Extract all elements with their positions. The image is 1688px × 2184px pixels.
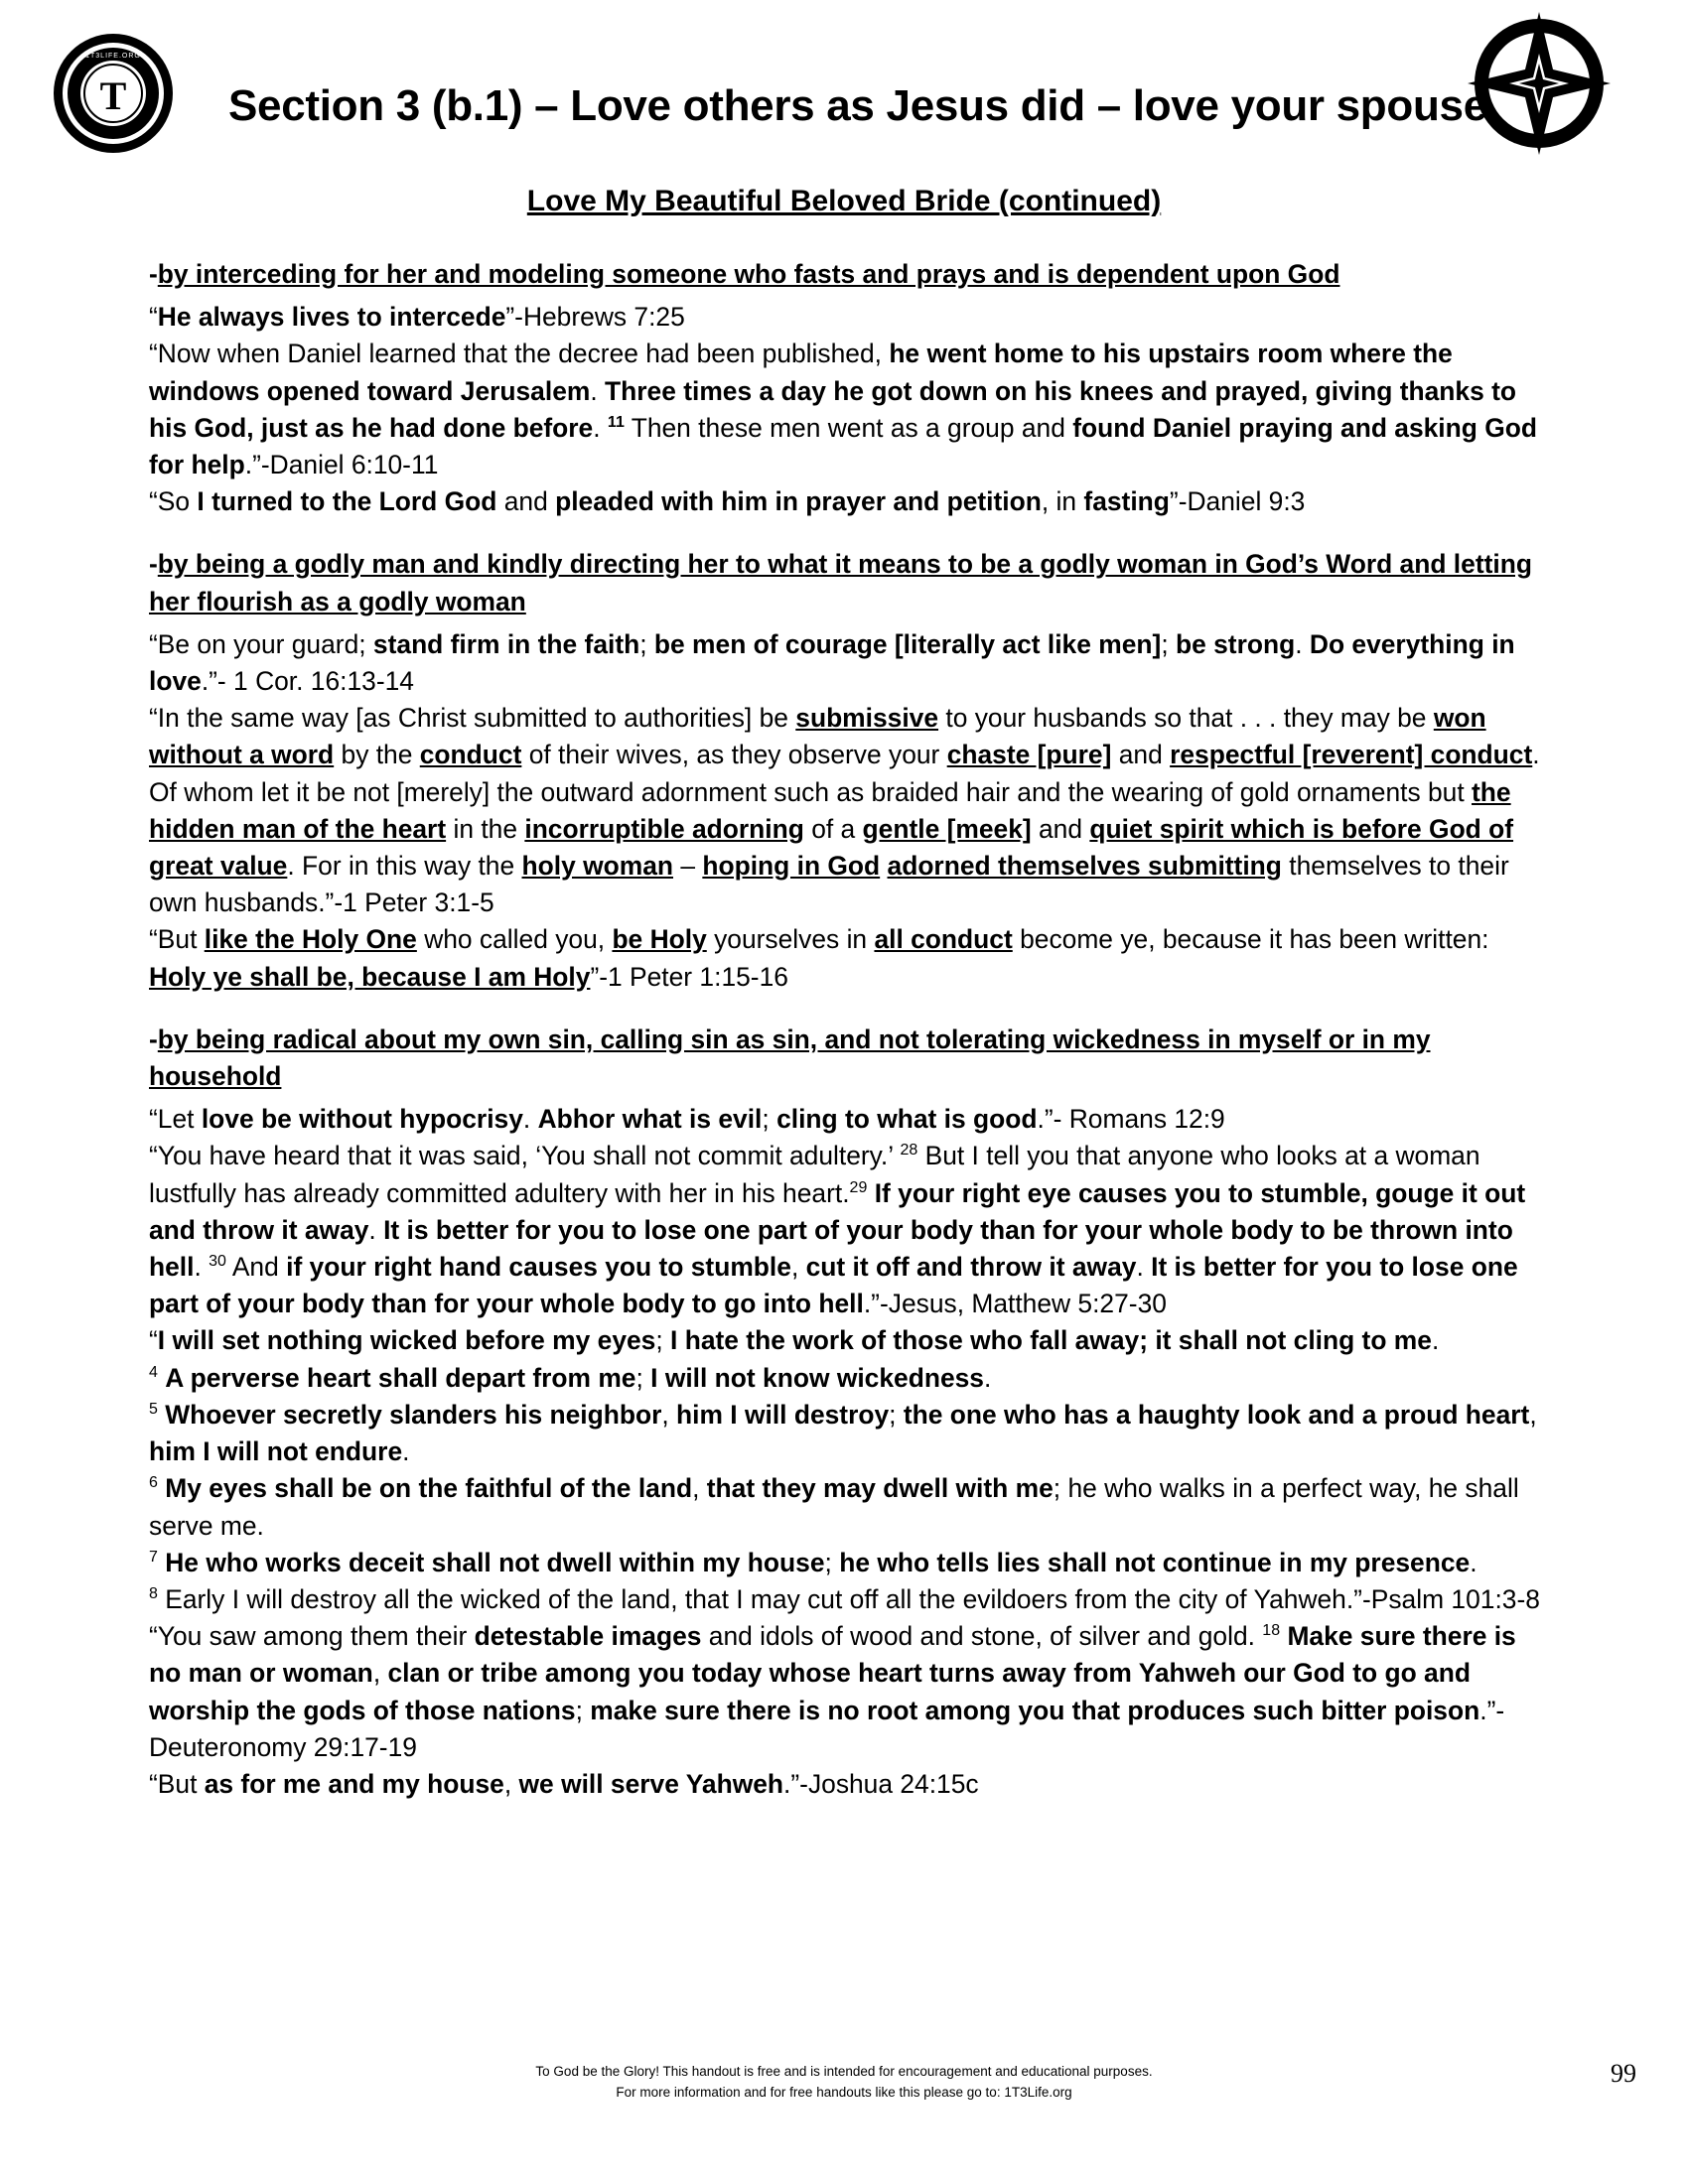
verse-number: 30 — [209, 1253, 226, 1271]
emphasis-underlined-text: gentle [meek] — [862, 813, 1032, 844]
heading-text: by being radical about my own sin, calling sin as sin, and not tolerating wickedness in myself or in my household — [149, 1024, 1431, 1092]
text-run: “In the same way [as Christ submitted to authorities] be — [149, 703, 796, 734]
emphasis-text: If your right eye causes you to stumble, gouge it out and throw it away — [149, 1177, 1526, 1245]
section-gap — [149, 996, 1549, 1022]
emphasis-underlined-text: adorned themselves submitting — [887, 851, 1282, 882]
emphasis-text: be men of courage [literally act like men] — [653, 628, 1162, 659]
t3-logo-icon — [52, 32, 175, 155]
text-run: ; — [762, 1104, 777, 1135]
text-run: “So — [149, 486, 198, 517]
text-run: to your husbands so that . . . they may be — [938, 703, 1434, 734]
text-run: ”-Hebrews 7:25 — [505, 302, 685, 333]
emphasis-text: I hate the work of those who fall away; it shall not cling to me — [670, 1325, 1432, 1356]
emphasis-text: he went home to his upstairs room where the windows opened toward Jerusalem — [149, 339, 1453, 406]
scripture-paragraph — [149, 1766, 1549, 1803]
text-run: “Be on your guard; — [149, 628, 373, 659]
text-run: But I tell you that anyone who looks at a woman lustfully has already committed adultery with her in his heart. — [149, 1141, 1480, 1208]
text-run: .”- Romans 12:9 — [1037, 1104, 1225, 1135]
text-run: . — [402, 1436, 410, 1467]
text-run: Then these men went as a group and — [624, 412, 1073, 443]
text-run: .”-Joshua 24:15c — [783, 1768, 979, 1799]
text-run: and — [1031, 813, 1090, 844]
section-heading — [149, 546, 1549, 619]
text-run: . — [1136, 1252, 1152, 1283]
verse-number: 7 — [149, 1548, 158, 1566]
text-run: and — [1111, 740, 1171, 770]
emphasis-text: him I will destroy — [676, 1399, 890, 1430]
text-run: “Now when Daniel learned that the decree had been published, — [149, 339, 890, 369]
text-run: yourselves in — [706, 924, 875, 955]
emphasis-text: that they may dwell with me — [706, 1473, 1054, 1504]
scripture-paragraph — [149, 626, 1549, 700]
heading-text: by interceding for her and modeling someone who fasts and prays and is dependent upon God — [157, 259, 1340, 289]
text-run: by the — [334, 740, 420, 770]
emphasis-text: cling to what is good — [776, 1104, 1038, 1135]
text-run: ; — [889, 1399, 904, 1430]
emphasis-text: if your right hand causes you to stumble — [286, 1252, 791, 1283]
text-run: . For in this way the — [287, 851, 522, 882]
emphasis-text: It is better for you to lose one part of your body than for your whole body to go into hell — [149, 1252, 1518, 1319]
emphasis-text: make sure there is no root among you that produces such bitter poison — [590, 1695, 1480, 1725]
emphasis-text: we will serve Yahweh — [518, 1768, 784, 1799]
text-run: of a — [803, 813, 863, 844]
text-run: , in — [1041, 486, 1084, 517]
emphasis-underlined-text: the hidden man of the heart — [149, 776, 1511, 844]
text-run: ; — [635, 1362, 651, 1393]
emphasis-text: be strong — [1175, 628, 1296, 659]
page-number: 99 — [1611, 2059, 1636, 2088]
logo-ring-text: 1T3LIFE.ORG — [85, 53, 141, 60]
emphasis-text: clan or tribe among you today whose heart turns away from Yahweh our God to go and worship the gods of those nations — [149, 1658, 1471, 1725]
text-run: . Of whom let it be not [merely] the outward adornment such as braided hair and the wearing of gold ornaments but — [149, 740, 1540, 807]
text-run: who called you, — [416, 924, 613, 955]
page-title: Section 3 (b.1) – Love others as Jesus did – love your spouse — [228, 81, 1487, 130]
emphasis-text: he who tells lies shall not continue in my presence — [839, 1547, 1471, 1577]
text-run: , — [372, 1658, 388, 1689]
emphasis-underlined-text: be Holy — [612, 924, 707, 955]
text-run: ; — [1161, 628, 1176, 659]
text-run: . — [1295, 628, 1310, 659]
verse-number: 11 — [607, 414, 625, 432]
scripture-paragraph — [149, 1138, 1549, 1322]
emphasis-text: Whoever secretly slanders his neighbor — [165, 1399, 662, 1430]
text-run: , — [661, 1399, 677, 1430]
emphasis-underlined-text: submissive — [795, 703, 939, 734]
text-run: – — [673, 851, 703, 882]
text-run: .”-Daniel 6:10-11 — [244, 450, 439, 480]
text-run: Early I will destroy all the wicked of the land, that I may cut off all the evildoers from the city of Yahweh.”-Psalm 101:3-8 — [157, 1583, 1540, 1614]
emphasis-text: the one who has a haughty look and a proud heart — [903, 1399, 1530, 1430]
emphasis-text: I turned to the Lord God — [197, 486, 497, 517]
text-run: of their wives, as they observe your — [521, 740, 947, 770]
section-subtitle: Love My Beautiful Beloved Bride (continued) — [526, 185, 1162, 217]
text-run: . — [522, 1104, 538, 1135]
verse-number: 4 — [149, 1363, 158, 1381]
verse-number: 8 — [149, 1585, 158, 1603]
section-heading — [149, 1022, 1549, 1095]
section-gap — [149, 520, 1549, 546]
text-run: and — [496, 486, 556, 517]
emphasis-text: found Daniel praying and asking God for help — [149, 412, 1537, 480]
emphasis-text: Make sure there is no man or woman — [149, 1621, 1516, 1689]
logo-letter: T — [99, 73, 127, 118]
text-run: , — [790, 1252, 806, 1283]
scripture-paragraph — [149, 299, 1549, 336]
scripture-paragraph — [149, 1470, 1549, 1544]
text-run: themselves to their own husbands.”-1 Peter 3:1-5 — [149, 851, 1509, 918]
scripture-paragraph — [149, 1360, 1549, 1397]
text-run: . — [368, 1214, 384, 1245]
scripture-paragraph — [149, 1618, 1549, 1766]
emphasis-underlined-text: hoping in God — [702, 851, 881, 882]
emphasis-underlined-text: all conduct — [874, 924, 1013, 955]
emphasis-underlined-text: holy woman — [521, 851, 673, 882]
text-run: . — [590, 375, 606, 406]
text-run: “You saw among them their — [149, 1621, 475, 1652]
emphasis-text: Do everything in love — [149, 628, 1515, 697]
text-run: ; — [655, 1325, 671, 1356]
verse-number: 5 — [149, 1401, 158, 1419]
emphasis-underlined-text: won without a word — [149, 703, 1486, 770]
text-run: .”-Jesus, Matthew 5:27-30 — [863, 1289, 1167, 1319]
scripture-paragraph — [149, 1545, 1549, 1581]
verse-number: 28 — [900, 1142, 918, 1160]
emphasis-underlined-text: conduct — [419, 740, 522, 770]
scripture-paragraph — [149, 336, 1549, 483]
verse-number: 29 — [849, 1178, 868, 1196]
text-run: . — [593, 412, 608, 443]
emphasis-text: It is better for you to lose one part of your body than for your whole body to be thrown into hell — [149, 1214, 1513, 1283]
footer-line-2: For more information and for free handouts like this please go to: 1T3Life.org — [616, 2085, 1072, 2100]
emphasis-text: He who works deceit shall not dwell within my house — [165, 1547, 825, 1577]
text-run: “But — [149, 1768, 205, 1799]
emphasis-text: A perverse heart shall depart from me — [165, 1362, 636, 1393]
text-run: . — [983, 1362, 992, 1393]
verse-number: 18 — [1262, 1622, 1281, 1640]
scripture-paragraph — [149, 1581, 1549, 1618]
text-run: .”- 1 Cor. 16:13-14 — [201, 666, 414, 697]
compass-star-icon — [1466, 10, 1613, 157]
emphasis-text: Abhor what is evil — [537, 1104, 763, 1135]
text-run — [880, 851, 887, 881]
text-run: . — [1470, 1547, 1477, 1577]
text-run: ; — [639, 628, 654, 659]
scripture-paragraph — [149, 1322, 1549, 1359]
text-run — [867, 1178, 874, 1208]
emphasis-text: Three times a day he got down on his knees and prayed, giving thanks to his God, just as he had done before — [149, 375, 1517, 443]
emphasis-text: stand firm in the faith — [372, 628, 640, 659]
emphasis-underlined-text: quiet spirit which is before God of great value — [149, 813, 1514, 882]
main-content — [149, 256, 1549, 1803]
heading-dash: - — [149, 1024, 158, 1054]
text-run: ”-1 Peter 1:15-16 — [590, 961, 788, 992]
emphasis-underlined-text: Holy ye shall be, because I am Holy — [149, 961, 591, 992]
text-run: ; — [824, 1547, 840, 1577]
footer-line-1: To God be the Glory! This handout is free and is intended for encouragement and educational purposes. — [535, 2064, 1153, 2079]
text-run: become ye, because it has been written: — [1012, 924, 1489, 955]
emphasis-text: He always lives to intercede — [157, 302, 506, 333]
text-run: ; — [575, 1695, 591, 1725]
text-run: ”-Daniel 9:3 — [1169, 486, 1306, 517]
text-run: in the — [446, 813, 525, 844]
emphasis-text: love be without hypocrisy — [201, 1104, 523, 1135]
text-run: “ — [149, 1325, 158, 1356]
verse-number: 6 — [149, 1474, 158, 1492]
heading-text: by being a godly man and kindly directing her to what it means to be a godly woman in God’s Word and letting her flourish as a godly woman — [149, 549, 1532, 616]
footer — [0, 2061, 1688, 2103]
emphasis-underlined-text: respectful [reverent] conduct — [1170, 740, 1533, 770]
emphasis-text: cut it off and throw it away — [805, 1252, 1137, 1283]
heading-dash: - — [149, 259, 158, 289]
scripture-paragraph — [149, 483, 1549, 520]
emphasis-text: fasting — [1083, 486, 1170, 517]
emphasis-text: him I will not endure — [149, 1436, 403, 1467]
emphasis-text: I will set nothing wicked before my eyes — [157, 1325, 656, 1356]
text-run: “You have heard that it was said, ‘You shall not commit adultery.’ — [149, 1141, 901, 1171]
text-run: and idols of wood and stone, of silver and gold. — [701, 1621, 1263, 1652]
scripture-paragraph — [149, 1397, 1549, 1470]
emphasis-underlined-text: incorruptible adorning — [524, 813, 804, 844]
heading-dash: - — [149, 549, 158, 580]
emphasis-text: My eyes shall be on the faithful of the land — [165, 1473, 693, 1504]
scripture-paragraph — [149, 921, 1549, 995]
emphasis-underlined-text: chaste [pure] — [946, 740, 1112, 770]
emphasis-underlined-text: like the Holy One — [204, 924, 417, 955]
scripture-paragraph — [149, 700, 1549, 921]
text-run: . — [1431, 1325, 1440, 1356]
text-run: . — [194, 1252, 210, 1283]
text-run: , — [503, 1768, 519, 1799]
emphasis-text: as for me and my house — [204, 1768, 504, 1799]
scripture-paragraph — [149, 1101, 1549, 1138]
section-heading — [149, 256, 1549, 293]
text-run: .”-Deuteronomy 29:17-19 — [149, 1695, 1505, 1762]
emphasis-text: pleaded with him in prayer and petition — [555, 486, 1042, 517]
text-run: And — [225, 1252, 287, 1283]
text-run: “But — [149, 924, 205, 955]
text-run: , — [1529, 1399, 1537, 1430]
text-run: , — [692, 1473, 707, 1504]
text-run: “ — [149, 302, 158, 333]
text-run: “Let — [149, 1104, 202, 1135]
emphasis-text: I will not know wickedness — [650, 1362, 984, 1393]
text-run: ; he who walks in a perfect way, he shall serve me. — [149, 1473, 1519, 1541]
emphasis-text: detestable images — [474, 1621, 702, 1652]
